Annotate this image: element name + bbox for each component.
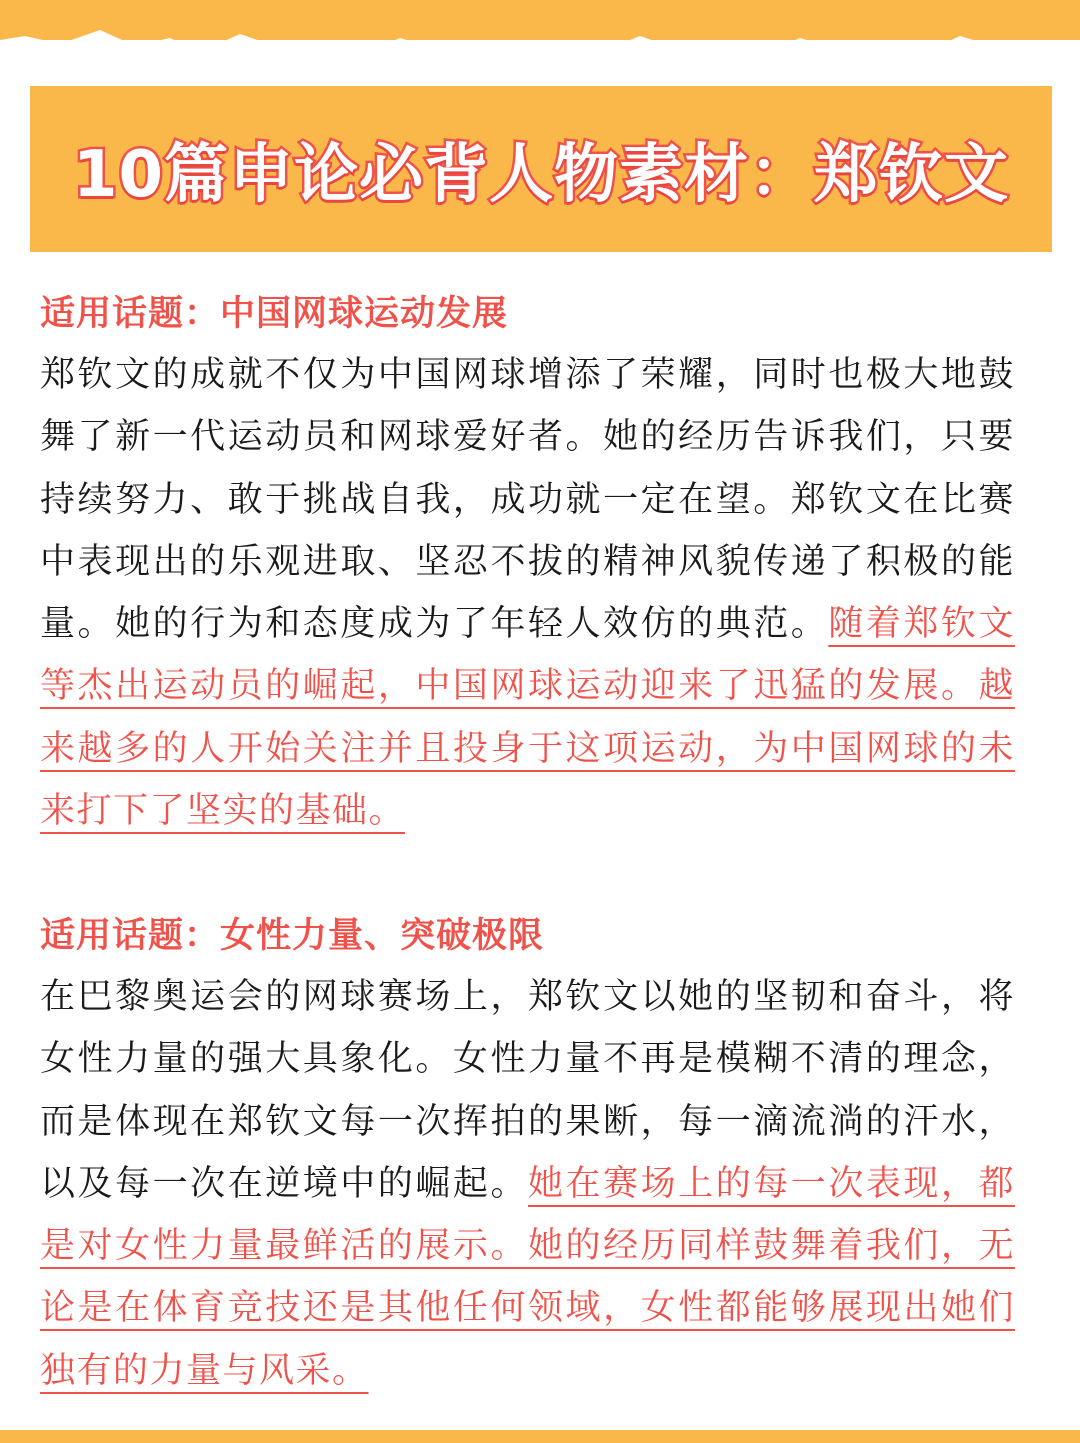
section-topic: 适用话题：中国网球运动发展 [40, 294, 509, 334]
highlighted-text: 她在赛场上的每一次表现，都是对女性力量最鲜活的展示。她的经历同样鼓舞着我们，无论是在体育竞技还是其他任何领域，女性都能够展现出她们独有的力量与风采。 [40, 1163, 1015, 1391]
title-banner [30, 86, 1052, 252]
section-2 [40, 906, 1015, 1402]
section-body [40, 966, 1015, 1402]
section-topic: 适用话题：女性力量、突破极限 [40, 916, 545, 956]
body-text: 郑钦文的成就不仅为中国网球增添了荣耀，同时也极大地鼓舞了新一代运动员和网球爱好者。她的经历告诉我们，只要持续努力、敢于挑战自我，成功就一定在望。郑钦文在比赛中表现出的乐观进取、坚忍不拔的精神风貌传递了积极的能量。她的行为和态度成为了年轻人效仿的典范。 [40, 355, 1015, 645]
body-text: 在巴黎奥运会的网球赛场上，郑钦文以她的坚韧和奋斗，将女性力量的强大具象化。女性力量不再是模糊不清的理念，而是体现在郑钦文每一次挥拍的果断，每一滴流淌的汗水，以及每一次在逆境中的崛起。 [40, 977, 1015, 1204]
torn-bottom-edge [0, 1400, 1080, 1430]
section-1 [40, 284, 1015, 842]
page-title: 10篇申论必背人物素材：郑钦文 [72, 138, 1010, 212]
torn-top-edge [0, 30, 1080, 90]
section-body [40, 344, 1015, 842]
highlighted-text: 随着郑钦文等杰出运动员的崛起，中国网球运动迎来了迅猛的发展。越来越多的人开始关注并且投身于这项运动，为中国网球的未来打下了坚实的基础。 [40, 604, 1015, 832]
